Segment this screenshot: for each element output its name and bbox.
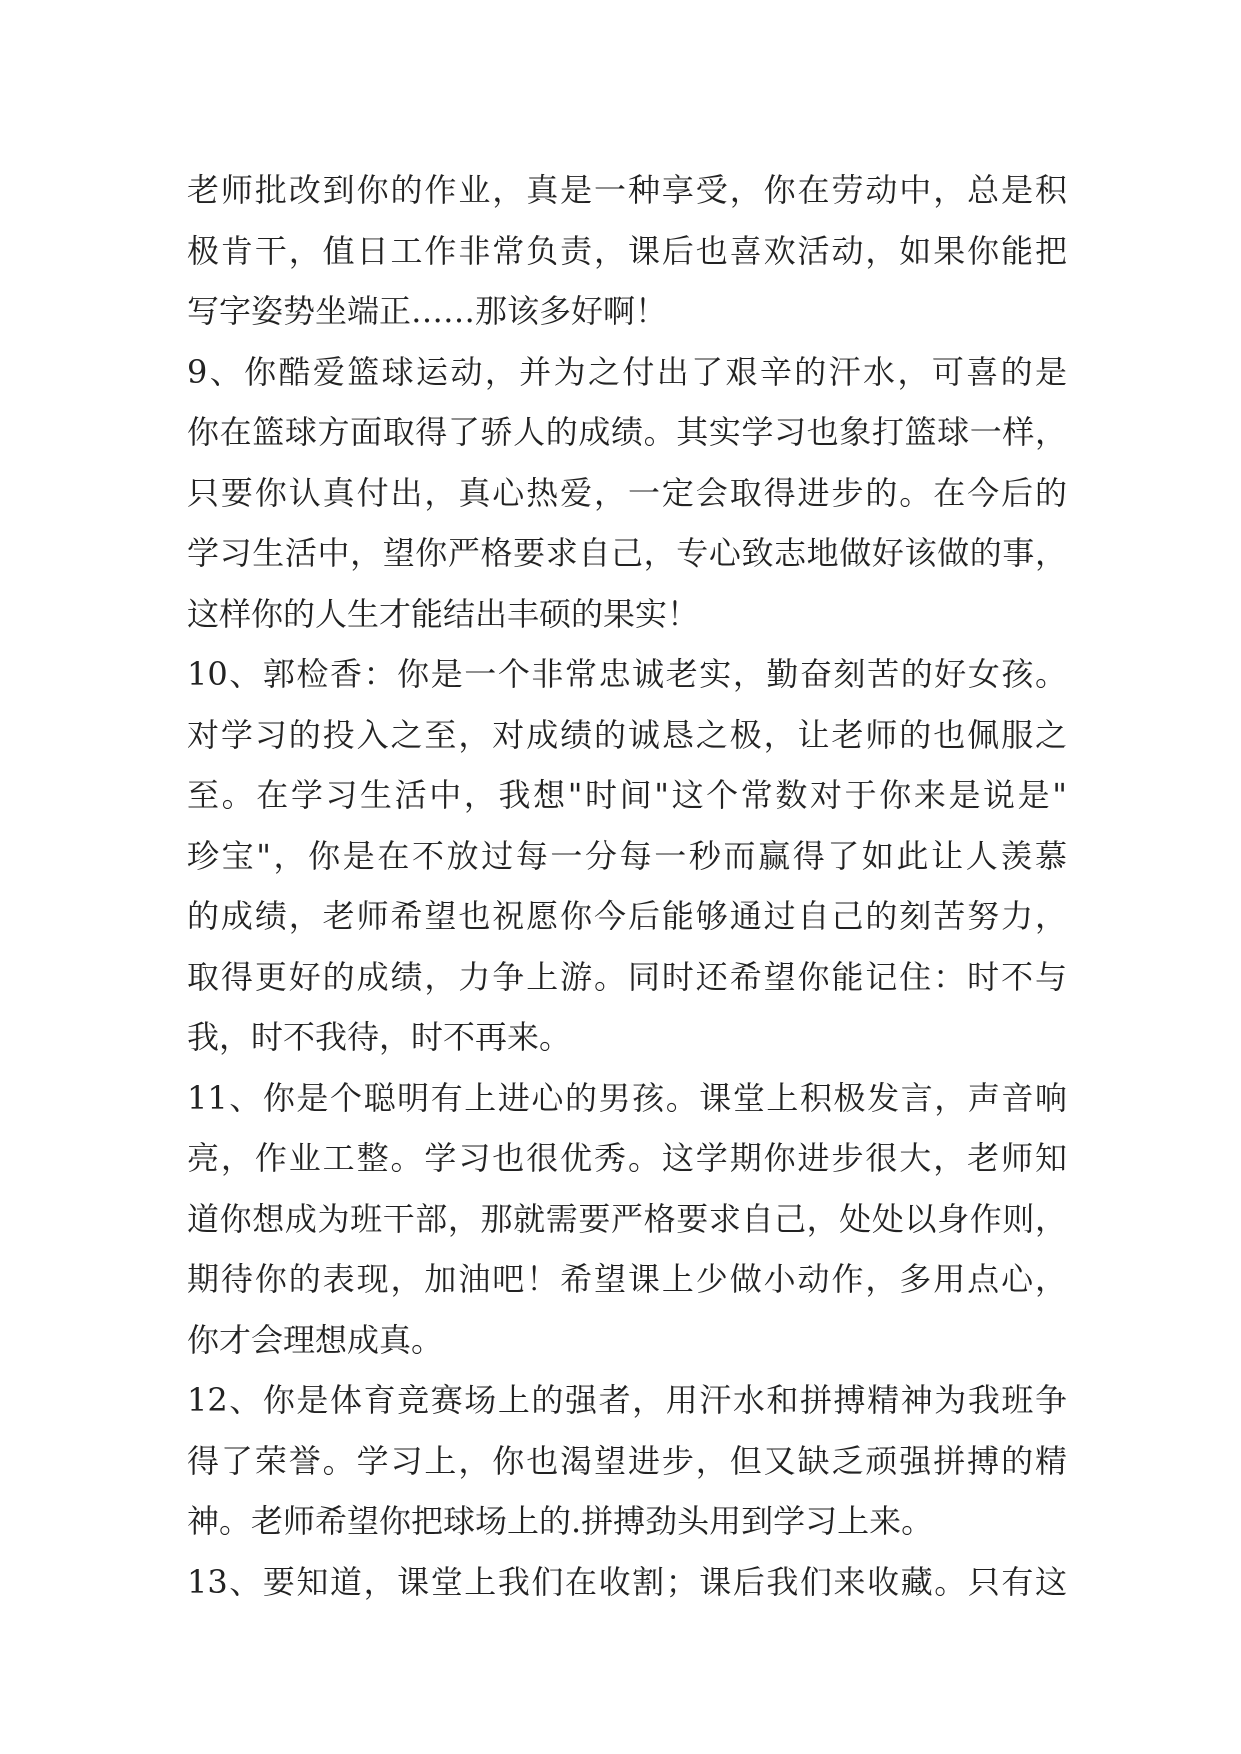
text-line: 得了荣誉。学习上，你也渴望进步，但又缺乏顽强拼搏的精	[187, 1441, 1067, 1480]
text-line: 期待你的表现，加油吧！希望课上少做小动作，多用点心，	[187, 1260, 1067, 1298]
text-line: 你才会理想成真。	[187, 1320, 444, 1359]
text-line: 珍宝"，你是在不放过每一分每一秒而赢得了如此让人羡慕	[187, 836, 1067, 875]
text-line: 写字姿势坐端正……那该多好啊！	[187, 292, 668, 330]
text-line: 亮，作业工整。学习也很优秀。这学期你进步很大，老师知	[187, 1139, 1067, 1177]
text-line: 道你想成为班干部，那就需要严格要求自己，处处以身作则，	[187, 1199, 1067, 1238]
text-line: 9、你酷爱篮球运动，并为之付出了艰辛的汗水，可喜的是	[187, 352, 1067, 391]
text-line: 11、你是个聪明有上进心的男孩。课堂上积极发言，声音响	[187, 1078, 1067, 1117]
text-line: 12、你是体育竞赛场上的强者，用汗水和拼搏精神为我班争	[187, 1381, 1067, 1419]
text-line: 13、要知道，课堂上我们在收割；课后我们来收藏。只有这	[187, 1562, 1067, 1601]
text-line: 10、郭检香：你是一个非常忠诚老实，勤奋刻苦的好女孩。	[187, 655, 1067, 693]
text-line: 神。老师希望你把球场上的.拼搏劲头用到学习上来。	[187, 1502, 934, 1540]
text-line: 极肯干，值日工作非常负责，课后也喜欢活动，如果你能把	[187, 231, 1067, 270]
text-line: 只要你认真付出，真心热爱，一定会取得进步的。在今后的	[187, 473, 1067, 512]
text-line: 取得更好的成绩，力争上游。同时还希望你能记住：时不与	[187, 957, 1067, 996]
text-line: 这样你的人生才能结出丰硕的果实！	[187, 594, 700, 633]
text-line: 老师批改到你的作业，真是一种享受，你在劳动中，总是积	[187, 171, 1067, 209]
text-line: 对学习的投入之至，对成绩的诚恳之极，让老师的也佩服之	[187, 715, 1067, 754]
text-line: 至。在学习生活中，我想"时间"这个常数对于你来是说是"	[187, 776, 1067, 814]
document-body-text	[187, 160, 1067, 1612]
text-line: 的成绩，老师希望也祝愿你今后能够通过自己的刻苦努力，	[187, 897, 1067, 935]
text-line: 我，时不我待，时不再来。	[187, 1018, 572, 1056]
text-line: 你在篮球方面取得了骄人的成绩。其实学习也象打篮球一样，	[187, 413, 1067, 451]
text-line: 学习生活中，望你严格要求自己，专心致志地做好该做的事，	[187, 534, 1067, 572]
